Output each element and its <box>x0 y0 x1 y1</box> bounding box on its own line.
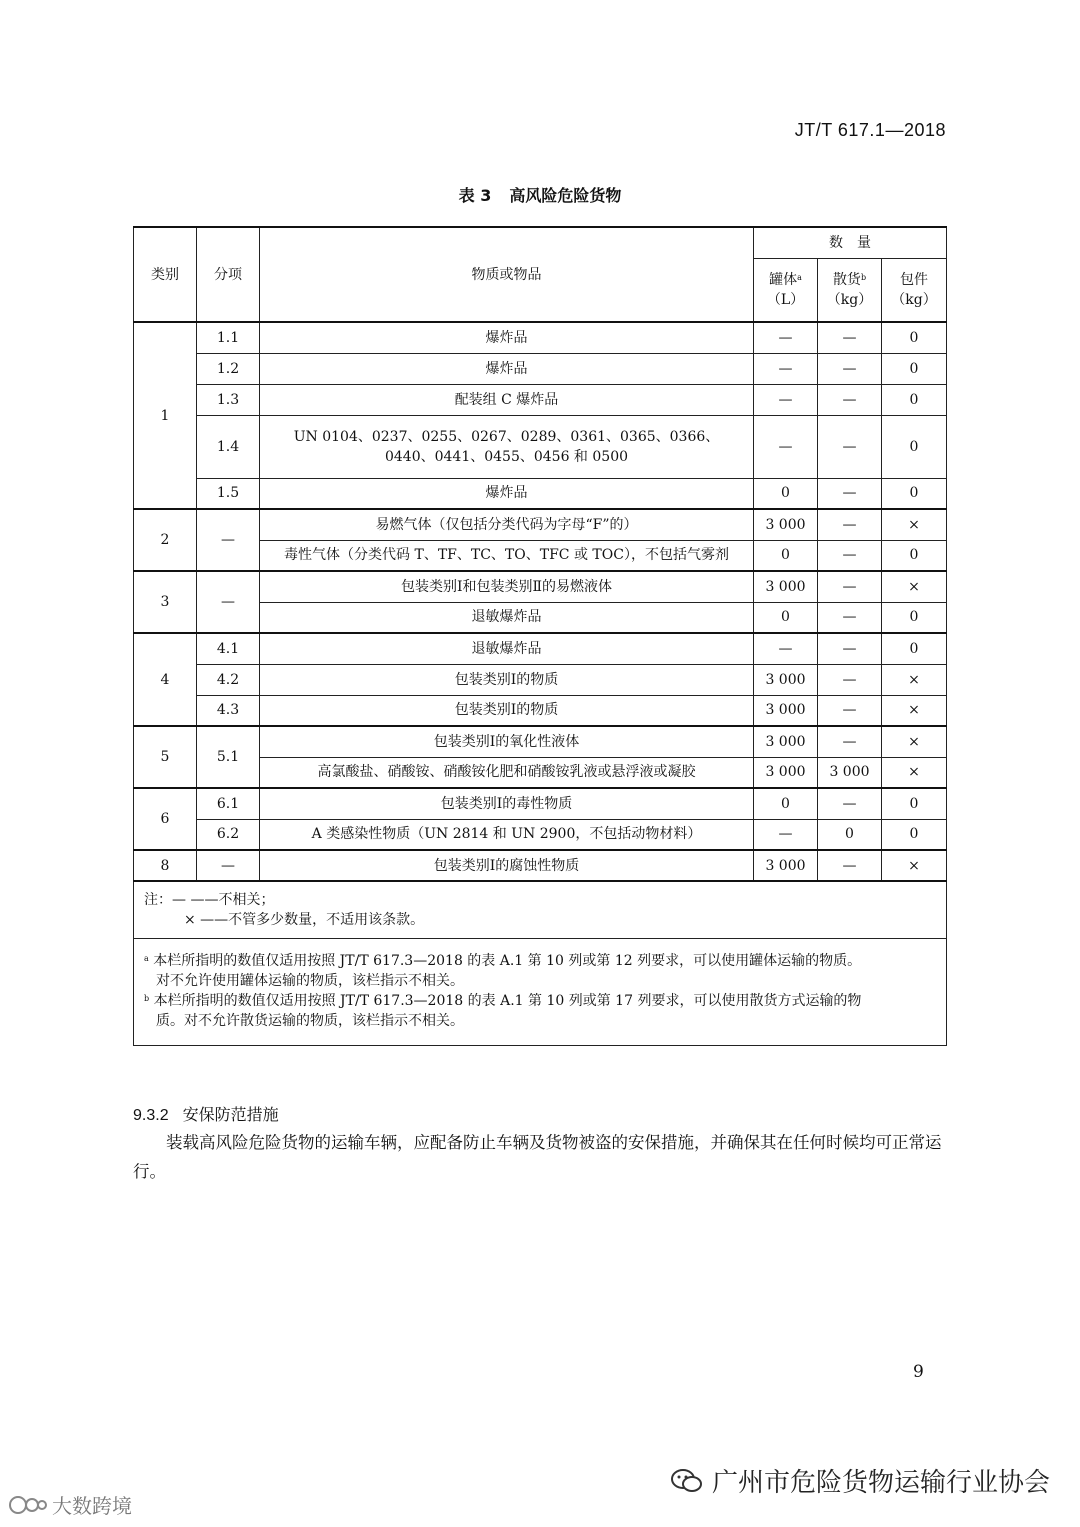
bulk-cell: — <box>818 540 882 571</box>
class-cell: 4 <box>134 633 197 726</box>
note-line: × ——不管多少数量，不适用该条款。 <box>184 912 425 928</box>
brand-logo-icon <box>8 1494 48 1516</box>
table-row <box>134 322 947 353</box>
tank-cell: 0 <box>754 478 818 509</box>
table-title <box>0 183 1080 206</box>
watermark-association-text: 广州市危险货物运输行业协会 <box>711 1468 1050 1498</box>
substance-cell: 包装类别Ⅰ的物质 <box>260 664 754 695</box>
section-heading <box>133 1102 279 1125</box>
division-cell: 4.1 <box>197 633 260 664</box>
tank-cell: — <box>754 353 818 384</box>
package-cell: 0 <box>882 478 947 509</box>
watermark-association <box>670 1462 1050 1499</box>
bulk-cell: — <box>818 695 882 726</box>
division-cell: 6.2 <box>197 819 260 850</box>
substance-cell: A 类感染性物质（UN 2814 和 UN 2900，不包括动物材料） <box>260 819 754 850</box>
division-cell: 5.1 <box>197 726 260 788</box>
high-risk-goods-table <box>133 226 947 1046</box>
bulk-cell: — <box>818 602 882 633</box>
tank-cell: 3 000 <box>754 664 818 695</box>
package-cell: × <box>882 509 947 540</box>
table-row <box>134 509 947 540</box>
footnote-a-continued: 对不允许使用罐体运输的物质，该栏指示不相关。 <box>156 973 464 989</box>
tank-cell: — <box>754 322 818 353</box>
substance-cell: 易燃气体（仅包括分类代码为字母“F”的） <box>260 509 754 540</box>
header-substance: 物质或物品 <box>260 227 754 322</box>
package-cell: × <box>882 850 947 881</box>
package-cell: × <box>882 695 947 726</box>
bulk-cell: — <box>818 353 882 384</box>
table-footnotes <box>134 939 947 1046</box>
footnote-b-continued: 质。对不允许散货运输的物质，该栏指示不相关。 <box>156 1013 464 1029</box>
substance-cell: 毒性气体（分类代码 T、TF、TC、TO、TFC 或 TOC），不包括气雾剂 <box>260 540 754 571</box>
division-cell: — <box>197 850 260 881</box>
division-cell: — <box>197 509 260 571</box>
package-cell: 0 <box>882 540 947 571</box>
table-row <box>134 726 947 757</box>
table-notes-row <box>134 881 947 939</box>
bulk-cell: 0 <box>818 819 882 850</box>
section-paragraph: 装载高风险危险货物的运输车辆，应配备防止车辆及货物被盗的安保措施，并确保其在任何时候均可正常运行。 <box>133 1133 942 1181</box>
division-cell: 4.2 <box>197 664 260 695</box>
division-cell: 1.3 <box>197 384 260 415</box>
bulk-cell: — <box>818 509 882 540</box>
substance-cell: 爆炸品 <box>260 353 754 384</box>
bulk-cell: — <box>818 788 882 819</box>
bulk-cell: — <box>818 850 882 881</box>
division-cell: 4.3 <box>197 695 260 726</box>
substance-cell: 包装类别Ⅰ的物质 <box>260 695 754 726</box>
division-cell: — <box>197 571 260 633</box>
tank-cell: 3 000 <box>754 695 818 726</box>
table-row <box>134 384 947 415</box>
package-cell: 0 <box>882 415 947 478</box>
tank-cell: 0 <box>754 602 818 633</box>
substance-cell: 爆炸品 <box>260 322 754 353</box>
division-cell: 1.1 <box>197 322 260 353</box>
tank-cell: 3 000 <box>754 571 818 602</box>
bulk-cell: — <box>818 633 882 664</box>
substance-cell: UN 0104、0237、0255、0267、0289、0361、0365、0366、 0440、0441、0455、0456 和 0500 <box>260 415 754 478</box>
section-title: 安保防范措施 <box>182 1105 279 1124</box>
header-tank: 罐体$^a$ （L） <box>754 259 818 323</box>
bulk-cell: — <box>818 726 882 757</box>
substance-cell: 包装类别Ⅰ的毒性物质 <box>260 788 754 819</box>
table-row <box>134 819 947 850</box>
package-cell: × <box>882 726 947 757</box>
table-row <box>134 633 947 664</box>
bulk-cell: — <box>818 478 882 509</box>
tank-cell: 0 <box>754 540 818 571</box>
bulk-cell: — <box>818 384 882 415</box>
table-row <box>134 664 947 695</box>
standard-code: JT/T 617.1—2018 <box>794 120 946 140</box>
header-package: 包件 （kg） <box>882 259 947 323</box>
footnote-a: $^a$ 本栏所指明的数值仅适用按照 JT/T 617.3—2018 的表 A.1 第 10 列或第 12 列要求，可以使用罐体运输的物质。 <box>144 953 862 969</box>
division-cell: 1.5 <box>197 478 260 509</box>
table-row <box>134 850 947 881</box>
tank-cell: — <box>754 384 818 415</box>
package-cell: 0 <box>882 633 947 664</box>
class-cell: 8 <box>134 850 197 881</box>
tank-cell: — <box>754 633 818 664</box>
header-quantity: 数 量 <box>754 227 947 259</box>
bulk-cell: — <box>818 322 882 353</box>
table-row <box>134 415 947 478</box>
table-row <box>134 353 947 384</box>
class-cell: 5 <box>134 726 197 788</box>
tank-cell: — <box>754 415 818 478</box>
division-cell: 1.4 <box>197 415 260 478</box>
tank-cell: 0 <box>754 788 818 819</box>
bulk-cell: 3 000 <box>818 757 882 788</box>
table-row <box>134 478 947 509</box>
header-division: 分项 <box>197 227 260 322</box>
class-cell: 1 <box>134 322 197 509</box>
substance-cell: 退敏爆炸品 <box>260 633 754 664</box>
tank-cell: 3 000 <box>754 726 818 757</box>
package-cell: × <box>882 571 947 602</box>
table-row <box>134 571 947 602</box>
substance-cell: 包装类别Ⅰ的腐蚀性物质 <box>260 850 754 881</box>
tank-cell: 3 000 <box>754 850 818 881</box>
section-number: 9.3.2 <box>133 1107 169 1124</box>
tank-cell: 3 000 <box>754 757 818 788</box>
footnote-b: $^b$ 本栏所指明的数值仅适用按照 JT/T 617.3—2018 的表 A.1 第 10 列或第 17 列要求，可以使用散货方式运输的物 <box>144 993 862 1009</box>
bulk-cell: — <box>818 571 882 602</box>
header-class: 类别 <box>134 227 197 322</box>
table-row <box>134 695 947 726</box>
note-line: 注：— ——不相关； <box>144 892 275 908</box>
tank-cell: — <box>754 819 818 850</box>
package-cell: 0 <box>882 384 947 415</box>
substance-cell: 爆炸品 <box>260 478 754 509</box>
package-cell: 0 <box>882 353 947 384</box>
class-cell: 2 <box>134 509 197 571</box>
class-cell: 6 <box>134 788 197 850</box>
table-notes <box>134 881 947 939</box>
bulk-cell: — <box>818 415 882 478</box>
tank-cell: 3 000 <box>754 509 818 540</box>
table-row <box>134 788 947 819</box>
header-bulk: 散货$^b$ （kg） <box>818 259 882 323</box>
package-cell: 0 <box>882 819 947 850</box>
substance-cell: 包装类别Ⅰ的氧化性液体 <box>260 726 754 757</box>
division-cell: 6.1 <box>197 788 260 819</box>
table-title-number: 表 3 <box>458 186 492 205</box>
class-cell: 3 <box>134 571 197 633</box>
package-cell: 0 <box>882 788 947 819</box>
bulk-cell: — <box>818 664 882 695</box>
package-cell: × <box>882 757 947 788</box>
substance-cell: 退敏爆炸品 <box>260 602 754 633</box>
wechat-icon <box>670 1467 704 1495</box>
substance-cell: 配装组 C 爆炸品 <box>260 384 754 415</box>
watermark-brand <box>8 1490 132 1519</box>
package-cell: 0 <box>882 602 947 633</box>
watermark-brand-text: 大数跨境 <box>52 1494 132 1518</box>
substance-cell: 包装类别Ⅰ和包装类别Ⅱ的易燃液体 <box>260 571 754 602</box>
table-title-text: 高风险危险货物 <box>509 186 622 205</box>
substance-cell: 高氯酸盐、硝酸铵、硝酸铵化肥和硝酸铵乳液或悬浮液或凝胶 <box>260 757 754 788</box>
package-cell: × <box>882 664 947 695</box>
page-number: 9 <box>913 1362 924 1382</box>
package-cell: 0 <box>882 322 947 353</box>
table-footnotes-row <box>134 939 947 1046</box>
division-cell: 1.2 <box>197 353 260 384</box>
